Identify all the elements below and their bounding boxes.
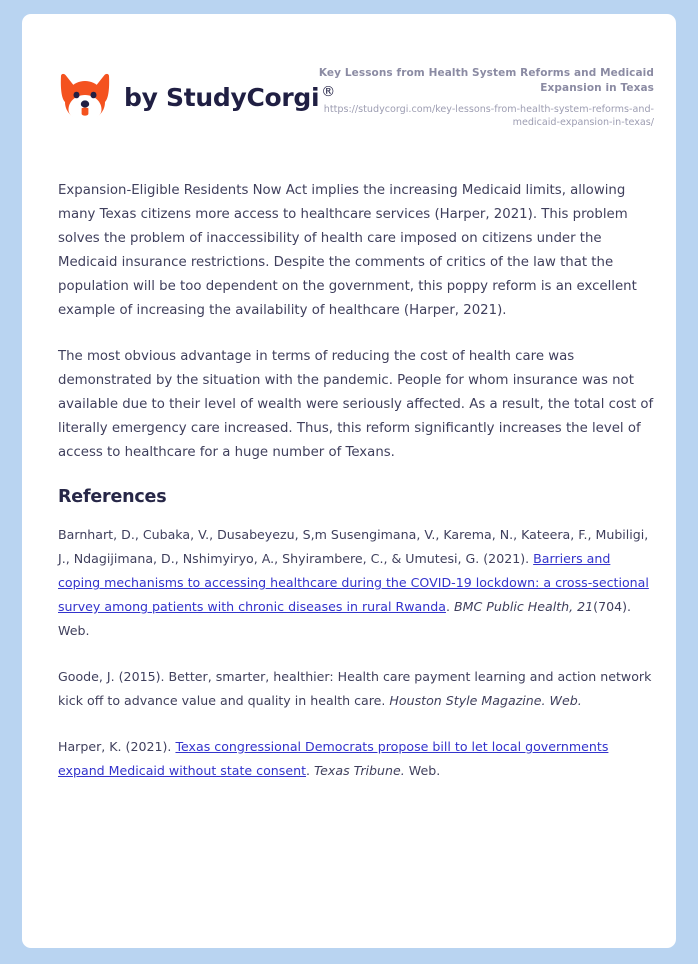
document-body — [58, 179, 655, 805]
document-header — [22, 14, 676, 146]
corgi-head-icon — [58, 72, 112, 122]
reference-tail: Web. — [404, 763, 441, 778]
reference-tail: (704). Web. — [58, 599, 632, 638]
reference-source: BMC Public Health, 21 — [453, 599, 594, 614]
reference-authors: Barnhart, D., Cubaka, V., Dusabeyezu, S,m Susengimana, V., Karema, N., Kateera, F., Mubiligi, J., Ndagijimana, D., Nshimyiryo, A., Shyirambere, C., & Umutesi, G. (2021). — [58, 527, 649, 566]
reference-authors: Goode, J. (2015). Better, smarter, healthier: Health care payment learning and action network kick off to advance value and quality in health care. — [58, 669, 652, 708]
body-paragraph: The most obvious advantage in terms of reducing the cost of health care was demonstrated by the situation with the pandemic. People for whom insurance was not available due to their level of wealth were seriously affected. As a result, the total cost of literally emergency care increased. Thus, this reform significantly increases the level of access to healthcare for a huge number of Texans. — [58, 349, 654, 460]
reference-separator: . — [306, 763, 315, 778]
reference-authors: Harper, K. (2021). — [58, 739, 176, 754]
document-page-card — [22, 14, 676, 948]
reference-source: Texas Tribune. — [314, 763, 405, 778]
reference-separator: . — [445, 599, 454, 614]
source-url: https://studycorgi.com/key-lessons-from-health-system-reforms-and-medicaid-expansion-in-texas/ — [323, 103, 654, 129]
brand-name-text: by StudyCorgi — [124, 82, 320, 112]
header-meta — [309, 66, 654, 130]
body-paragraph: Expansion-Eligible Residents Now Act implies the increasing Medicaid limits, allowing many Texas citizens more access to healthcare services (Harper, 2021). This problem solves the problem of inaccessibility of health care imposed on citizens under the Medicaid insurance restrictions. Despite the comments of critics of the law that the population will be too dependent on the government, this poppy reform is an excellent example of increasing the availability of healthcare (Harper, 2021). — [58, 183, 637, 318]
reference-entry — [58, 523, 655, 643]
reference-link[interactable]: Barriers and coping mechanisms to accessing healthcare during the COVID-19 lockdown: a cross-sectional survey among patients with chronic diseases in rural Rwanda — [58, 551, 649, 614]
references-heading: References — [58, 487, 167, 507]
reference-entry — [58, 735, 655, 783]
page-title: Key Lessons from Health System Reforms and Medicaid Expansion in Texas — [318, 67, 654, 94]
brand-name — [124, 83, 335, 112]
reference-source: Houston Style Magazine. Web. — [389, 693, 582, 708]
registered-trademark-icon: ® — [321, 84, 335, 101]
reference-entry — [58, 665, 655, 713]
brand-logo — [58, 72, 335, 122]
reference-link[interactable]: Texas congressional Democrats propose bill to let local governments expand Medicaid without state consent — [58, 739, 609, 778]
